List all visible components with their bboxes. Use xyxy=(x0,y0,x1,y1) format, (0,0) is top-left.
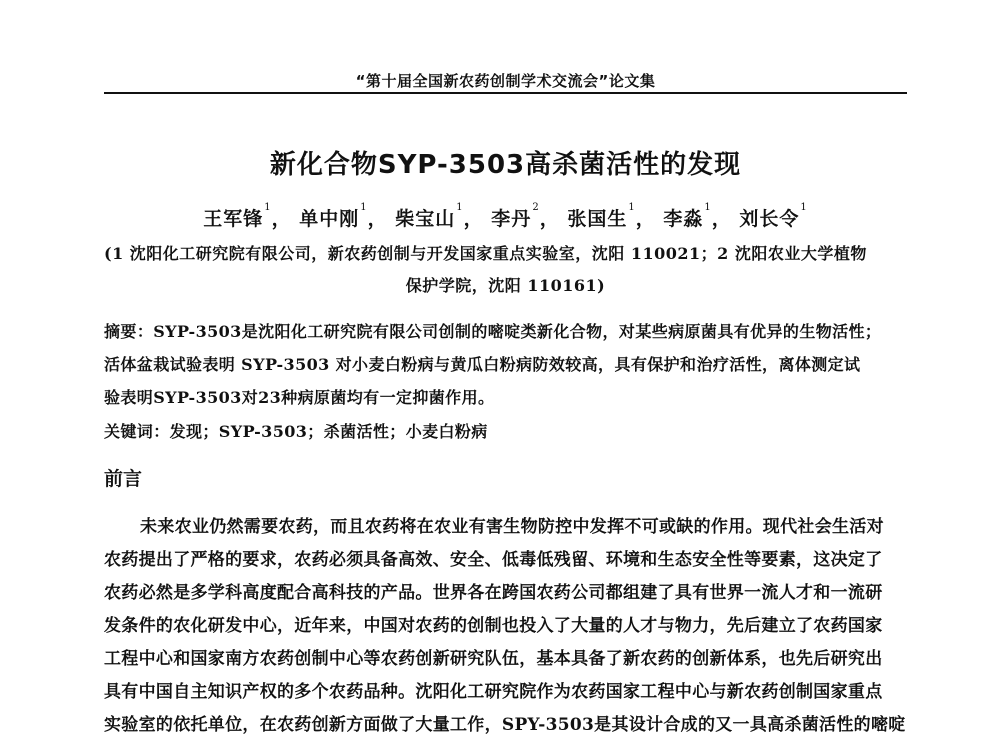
body-text-line: 具有中国自主知识产权的多个农药品种。沈阳化工研究院作为农药国家工程中心与新农药创制国家重点 xyxy=(104,682,883,702)
affiliation-line: 保护学院，沈阳 110161) xyxy=(405,276,606,295)
abstract-label: 摘要 xyxy=(104,322,137,341)
affiliation-line: (1 沈阳化工研究院有限公司，新农药创制与开发国家重点实验室，沈阳 110021；2 沈阳农业大学植物 xyxy=(104,244,867,263)
header-rule xyxy=(104,92,907,94)
body-text-line: 农药必然是多学科高度配合高科技的产品。世界各在跨国农药公司都组建了具有世界一流人才和一流研 xyxy=(104,583,883,603)
body-text-line: 工程中心和国家南方农药创制中心等农药创新研究队伍，基本具备了新农药的创新体系，也先后研究出 xyxy=(104,649,883,669)
body-text-line: 农药提出了严格的要求，农药必须具备高效、安全、低毒低残留、环境和生态安全性等要素，这决定了 xyxy=(104,550,883,570)
keywords-label: 关键词 xyxy=(104,422,154,441)
body-text-line: 实验室的依托单位，在农药创新方面做了大量工作，SPY-3503是其设计合成的又一具高杀菌活性的嘧啶 xyxy=(104,715,906,735)
author: 李淼$^1$， xyxy=(663,202,732,230)
abstract-text: 验表明SYP-3503对23种病原菌均有一定抑菌作用。 xyxy=(104,388,495,407)
abstract xyxy=(104,319,907,342)
abstract-text: ：SYP-3503是沈阳化工研究院有限公司创制的嘧啶类新化合物，对某些病原菌具有优异的生物活性； xyxy=(136,322,882,341)
author: 刘长令$^1$ xyxy=(739,202,808,230)
author: 单中刚$^1$， xyxy=(299,202,388,230)
body-text-line: 发条件的农化研发中心，近年来，中国对农药的创制也投入了大量的人才与物力，先后建立了农药国家 xyxy=(104,616,883,636)
author: 王军锋$^1$， xyxy=(203,202,292,230)
body-text-line: 未来农业仍然需要农药，而且农药将在农业有害生物防控中发挥不可或缺的作用。现代社会生活对 xyxy=(140,517,884,537)
author: 柴宝山$^1$， xyxy=(395,202,484,230)
section-heading: 前言 xyxy=(104,468,143,490)
author-list xyxy=(104,204,907,231)
keywords-text: ：发现；SYP-3503；杀菌活性；小麦白粉病 xyxy=(153,422,488,441)
paper-title: 新化合物SYP-3503高杀菌活性的发现 xyxy=(269,150,742,180)
author: 张国生$^1$， xyxy=(567,202,656,230)
running-header: “第十届全国新农药创制学术交流会”论文集 xyxy=(355,72,656,90)
author: 李丹$^2$， xyxy=(491,202,560,230)
keywords xyxy=(104,419,907,442)
abstract-text: 活体盆栽试验表明 SYP-3503 对小麦白粉病与黄瓜白粉病防效较高，具有保护和治疗活性，离体测定试 xyxy=(104,355,861,374)
